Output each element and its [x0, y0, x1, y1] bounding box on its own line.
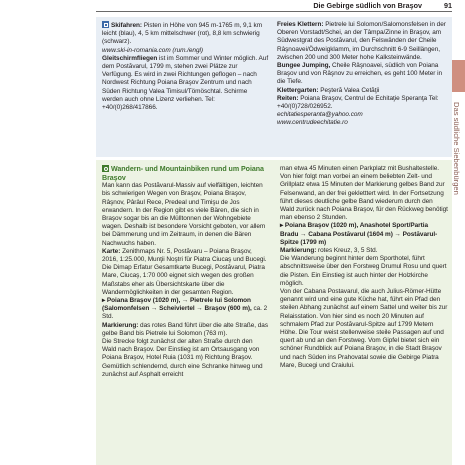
- paragliding-text: ist im Sommer und Winter möglich. Auf dem Postăvarul, 1799 m, stehen zwei Plätze zur Verfügung. Es wird in zwei Richtungen geflogen – nach Nordwest Richtung Poiana Braşov Zentrum und nach Süden Richtung Valea Timisul/Tömöschtal. Schirme werden auch ohne Lizenz verliehen. Tel: +40/(0)268/417866.: [102, 54, 269, 112]
- climbing-paragraph: [277, 21, 447, 62]
- marking-1-label: Markierung:: [102, 321, 139, 329]
- riding-paragraph: [277, 95, 447, 111]
- page-header: [96, 0, 452, 12]
- climbing-garden-label: Klettergarten:: [277, 86, 319, 94]
- marking-1-text: das rotes Band führt über die alte Straße, das gelbe Band bis Pietrele lui Solomon (763 m).: [102, 321, 269, 337]
- map-label: Karte:: [102, 247, 121, 255]
- marking-1-paragraph: [102, 322, 268, 338]
- page-number: 91: [444, 1, 452, 10]
- marking-2-label: Markierung:: [280, 247, 317, 255]
- route-2-description: Die Wanderung beginnt hinter dem Sporthotel, führt abschnittsweise über den Forstweg Drumul Rosu und quert die Pisten. Ein Einstieg ist auch hinter der Holzkirche möglich.: [280, 255, 447, 287]
- bungee-text: Cheile Râşnoavei, südlich von Poiana Braşov und von Râşnov zu erreichen, es geht 100 Meter in die Tiefe.: [277, 62, 443, 86]
- hiking-heading-text: Wandern- und Mountainbiken rund um Poiana Braşov: [102, 165, 264, 182]
- route-1-paragraph: [102, 297, 268, 322]
- riding-url: www.centrudeechitatie.ro: [277, 119, 348, 127]
- ski-url: www.ski-in-romania.com (rum./engl): [102, 46, 203, 54]
- climbing-label: Freies Klettern:: [277, 21, 324, 28]
- info-box-sports-column-2: [277, 21, 447, 128]
- hiking-icon: [102, 165, 109, 172]
- bungee-paragraph: [277, 62, 447, 87]
- info-box-sports-column-1: [102, 21, 269, 112]
- climbing-garden-text: Peşteră Valea Cetăţii: [320, 86, 380, 94]
- info-box-hiking-column-1: [102, 165, 268, 379]
- info-box-hiking: [96, 160, 452, 465]
- route-2-summit-description: Von der Cabana Postavarul, die auch Julius-Römer-Hütte genannt wird und eine gute Küche hat, führt ein Pfad den steilen Abhang zunächst auf einem Sattel und weiter bis zur Relaisstation. Von hier sind es noch 20 Minuten auf schmalem Pfad zur Postăvarul-Spitze auf 1799 Metern Höhe. Die Tour weist stellenweise steile Passagen auf und quert ab und an den Forstweg. Vom Gipfel bietet sich ein schöner Rundblick auf Poiana Braşov, in die Stadt Braşov und nach Süden ins Prahovatal sowie die Gebirge Piatra Mare, Bucegi und Craiului.: [280, 288, 448, 369]
- info-box-sports: [96, 17, 452, 157]
- map-paragraph: [102, 248, 268, 297]
- climbing-text: Pietrele lui Solomon/Salomonsfelsen in der Oberen Vorstadt/Schei, an der Tâmpa/Zinne in Braşov, am Südwestgrat des Postăvarul, den Felswänden der Cheile Râşnoavei/Ödweigklamm, im Durchschnitt 6-9 Seillängen, zwischen 200 und 300 Meter hohe Kalksteinwände.: [277, 21, 446, 61]
- route-1-label: ▸ Poiana Braşov (1020 m), → Pietrele lui Solomon (Salomonfelsen → Scheiviertel → Braşov (600 m),: [102, 297, 252, 313]
- chapter-tab: [452, 60, 465, 92]
- route-1-description: Die Strecke folgt zunächst der alten Straße durch den Wald nach Braşov. Der Einstieg ist am Ortsausgang von Poiana Braşov, Hotel Ruia (1031 m) Richtung Braşov. Gemütlich schlendernd, durch eine Schranke hinweg und zunächst auf Asphalt erreicht: [102, 338, 263, 378]
- route-1-time: ca. 2 Std.: [102, 305, 268, 321]
- snowflake-icon: [102, 21, 109, 28]
- paragliding-label: Gleitschirmfliegen: [102, 54, 158, 62]
- ski-text: Pisten in Höhe von 945 m-1765 m, 9,1 km leicht (blau), 4, 5 km mittelschwer (rot), 8,8 km schwierig (schwarz).: [102, 22, 263, 46]
- riding-email: echitatiesperanta@yahoo.com: [277, 111, 363, 119]
- info-box-hiking-column-2: [280, 165, 448, 370]
- map-text: Zenithmaps Nr. 5, Postăvaru – Poiana Braşov, 2016, 1:25.000, Munţii Noştri für Piatra Ciucaş und Bucegi. Die Dimap Erfatur Gesamtkarte Bucegi, Postăvarul, Piatra Mare, Ciucaş, 1:70 000 eignet sich wegen des großen Maßstabs eher als Übersichtskarte über die Wandermöglichkeiten in der gesamten Region.: [102, 247, 267, 296]
- chapter-side-label-text: Das südliche Siebenbürgen: [452, 102, 461, 195]
- climbing-garden-paragraph: [277, 87, 447, 95]
- paragliding-paragraph: [102, 55, 269, 112]
- riding-label: Reiten:: [277, 94, 299, 102]
- hiking-intro: Man kann das Postăvarul-Massiv auf vielfältigen, leichten bis schwierigen Wegen von Braşov, Poiana Braşov, Râşnov, Pârâul Rece, Predeal und Timişu de Jos erwandern. In der Region gibt es viele Bären, die sich in Braşov sogar bis an die Mülltonnen der Wohngebiete wagen. Deshalb ist besondere Vorsicht geboten, vor allem bei Dämmerung und im Zeitraum, in denen die Bären Nachwuchs haben.: [102, 182, 266, 247]
- hiking-heading: [102, 165, 268, 182]
- marking-2-text: rotes Kreuz, 3, 5 Std.: [318, 247, 378, 255]
- marking-2-paragraph: [280, 247, 448, 255]
- chapter-side-label: [450, 102, 465, 214]
- bungee-label: Bungee Jumping,: [277, 62, 331, 70]
- running-title: Die Gebirge südlich von Braşov: [313, 1, 422, 10]
- route-2-label: ▸ Poiana Braşov (1020 m), Anashotel Sport/Partia Bradu → Cabana Postăvarul (1604 m) → Postăvarul-Spitze (1799 m): [280, 222, 438, 246]
- route-1-continuation: man etwa 45 Minuten einen Parkplatz mit Bushaltestelle. Von hier folgt man vorbei an einem beliebten Zelt- und Grillplatz etwa 15 Minuten der Markierung gelbes Band zur Felsenwand, an der frei gekletttert wird. In der Fortsetzung führt dieses deutliche gelbe Band wiederum durch den Wald zurück nach Poiana Braşov, für den Rückweg benötigt man ebenso 2 Stunden.: [280, 165, 448, 222]
- ski-paragraph: [102, 21, 269, 47]
- riding-text: Poiana Braşov, Centrul de Echitaţie Speranţa Tel: +40/(0)728/026952.: [277, 94, 439, 111]
- ski-label: Skifahren:: [111, 22, 142, 29]
